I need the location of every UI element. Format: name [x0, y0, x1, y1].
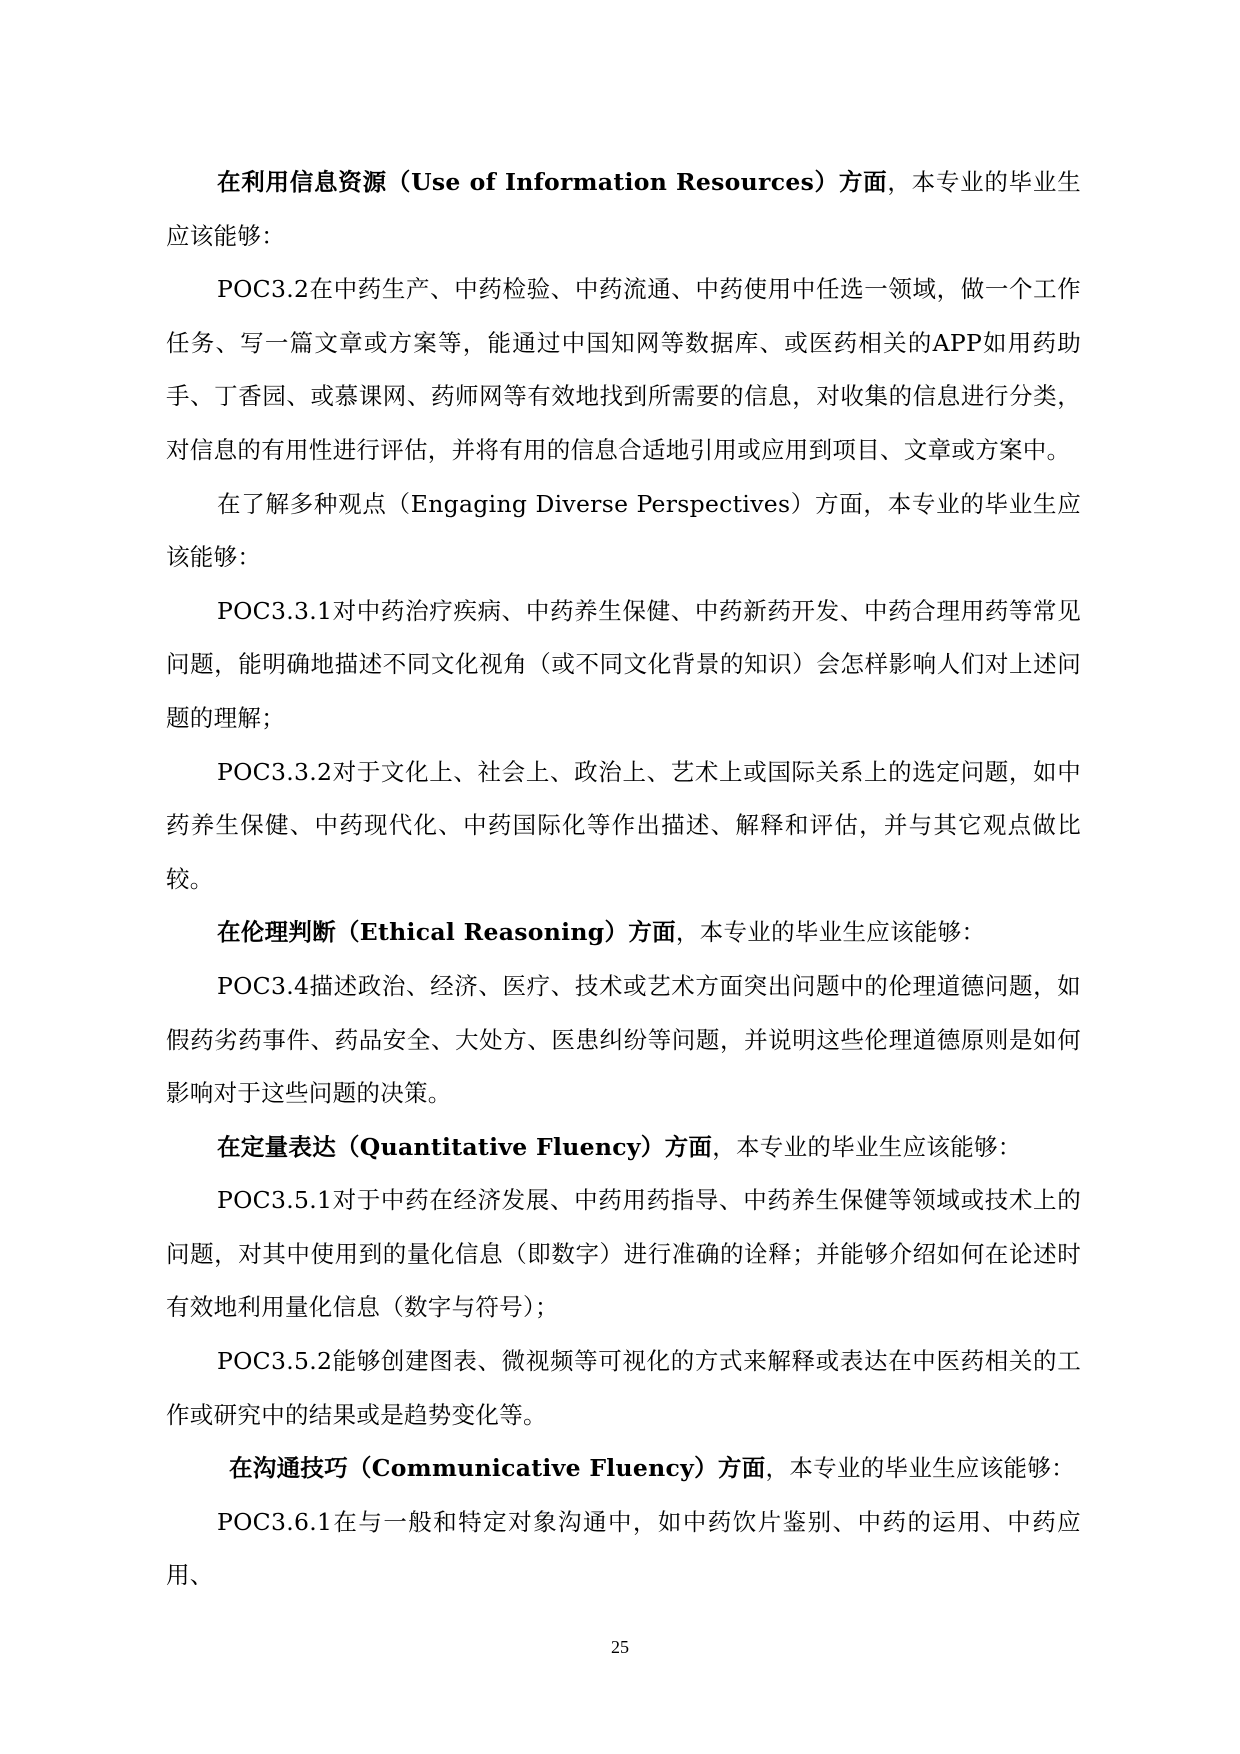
quantitative-fluency-heading: 在定量表达（Quantitative Fluency）方面 — [217, 1132, 713, 1161]
info-resources-heading: 在利用信息资源（Use of Information Resources）方面 — [217, 168, 888, 196]
ethical-reasoning-heading: 在伦理判断（Ethical Reasoning）方面 — [217, 918, 676, 947]
poc-3-6-1-para: POC3.6.1在与一般和特定对象沟通中，如中药饮片鉴别、中药的运用、中药应用、 — [166, 1507, 1081, 1590]
quantitative-fluency-intro: ，本专业的毕业生应该能够： — [712, 1132, 1022, 1161]
info-resources-intro: ，本专业的毕业生应该能够： — [166, 168, 1081, 250]
communicative-fluency-intro: ，本专业的毕业生应该能够： — [765, 1454, 1075, 1483]
poc-3-3-1-para: POC3.3.1对中药治疗疾病、中药养生保健、中药新药开发、中药合理用药等常见问题，能明确地描述不同文化视角（或不同文化背景的知识）会怎样影响人们对上述问题的理解； — [166, 596, 1081, 732]
poc-3-2-para: POC3.2在中药生产、中药检验、中药流通、中药使用中任选一领域，做一个工作任务、写一篇文章或方案等，能通过中国知网等数据库、或医药相关的APP如用药助手、丁香园、或慕课网、药师网等有效地找到所需要的信息，对收集的信息进行分类，对信息的有用性进行评估，并将有用的信息合适地引用或应用到项目、文章或方案中。 — [166, 275, 1081, 464]
page-number: 25 — [611, 1637, 629, 1657]
communicative-fluency-heading: 在沟通技巧（Communicative Fluency）方面 — [229, 1454, 766, 1483]
communicative-fluency-heading-para — [166, 1442, 1081, 1496]
poc-3-5-2-para: POC3.5.2能够创建图表、微视频等可视化的方式来解释或表达在中医药相关的工作或研究中的结果或是趋势变化等。 — [166, 1347, 1081, 1429]
diverse-perspectives-heading-para: 在了解多种观点（Engaging Diverse Perspectives）方面，本专业的毕业生应该能够： — [166, 489, 1081, 572]
ethical-reasoning-heading-para — [166, 906, 1081, 960]
ethical-reasoning-intro: ，本专业的毕业生应该能够： — [675, 918, 986, 947]
quantitative-fluency-heading-para — [166, 1121, 1081, 1175]
info-resources-heading-para — [166, 156, 1081, 263]
poc-3-5-1-para: POC3.5.1对于中药在经济发展、中药用药指导、中药养生保健等领域或技术上的问题，对其中使用到的量化信息（即数字）进行准确的诠释；并能够介绍如何在论述时有效地利用量化信息（数字与符号）； — [166, 1186, 1081, 1322]
poc-3-3-2-para: POC3.3.2对于文化上、社会上、政治上、艺术上或国际关系上的选定问题，如中药养生保健、中药现代化、中药国际化等作出描述、解释和评估，并与其它观点做比较。 — [166, 757, 1081, 893]
page-body — [166, 156, 1081, 1603]
poc-3-4-para: POC3.4描述政治、经济、医疗、技术或艺术方面突出问题中的伦理道德问题，如假药劣药事件、药品安全、大处方、医患纠纷等问题，并说明这些伦理道德原则是如何影响对于这些问题的决策。 — [166, 971, 1081, 1108]
